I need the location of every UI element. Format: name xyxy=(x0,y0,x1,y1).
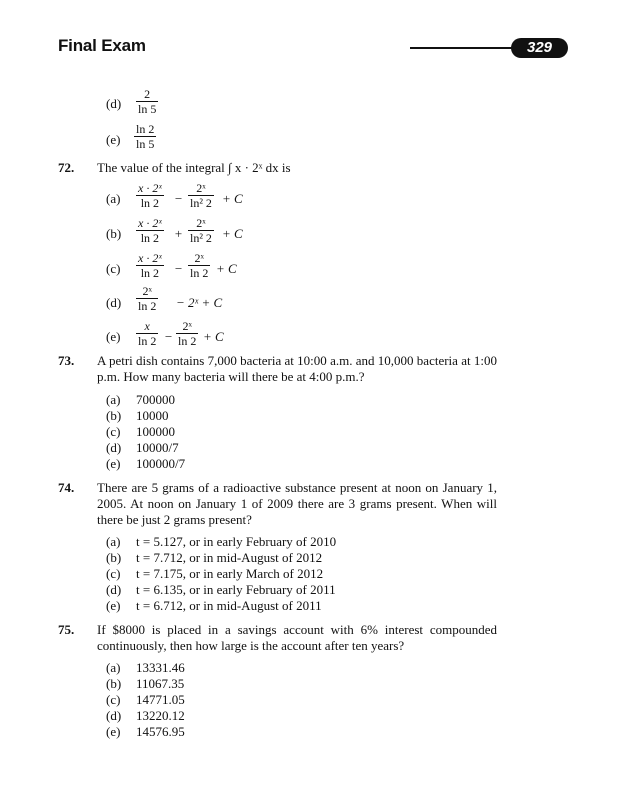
fraction-denominator: ln 2 xyxy=(136,265,164,280)
option-text: 100000/7 xyxy=(136,456,186,471)
fraction-numerator: x · 2ˣ xyxy=(138,216,162,230)
fraction xyxy=(136,181,164,210)
question-number: 75. xyxy=(58,622,75,637)
option-label: (a) xyxy=(106,191,121,206)
option-label: (b) xyxy=(106,226,122,241)
question-stem: A petri dish contains 7,000 bacteria at 10:00 a.m. and 10,000 bacteria at 1:00 p.m. How many bacteria will there be at 4:00 p.m.? xyxy=(97,353,497,384)
fraction xyxy=(136,216,164,245)
fraction-denominator: ln 2 xyxy=(190,266,209,280)
option-label: (d) xyxy=(106,96,122,111)
expression-tail: + C xyxy=(222,191,243,206)
fraction-numerator: 2ˣ xyxy=(194,251,204,265)
operator: − xyxy=(174,261,183,276)
fraction-denominator: ln² 2 xyxy=(190,196,212,210)
fraction xyxy=(136,284,158,313)
fraction xyxy=(188,181,214,210)
fraction-numerator: ln 2 xyxy=(136,122,155,136)
option-label: (d) xyxy=(106,708,122,723)
operator: − xyxy=(164,329,173,344)
option-label: (e) xyxy=(106,329,121,344)
option-text: t = 6.135, or in early February of 2011 xyxy=(136,582,336,597)
fraction-numerator: x xyxy=(144,319,150,333)
fraction-numerator: 2ˣ xyxy=(142,284,152,298)
option-text: t = 7.712, or in mid-August of 2012 xyxy=(136,550,323,565)
option-text: 10000/7 xyxy=(136,440,179,455)
option-label: (b) xyxy=(106,676,122,691)
question-stem: The value of the integral ∫ x · 2ˣ dx is xyxy=(97,160,291,175)
fraction-numerator: x · 2ˣ xyxy=(138,251,162,265)
option-text: 13331.46 xyxy=(136,660,185,675)
page-title: Final Exam xyxy=(58,36,146,55)
fraction xyxy=(188,251,210,280)
option-text: 13220.12 xyxy=(136,708,185,723)
option-text: 14771.05 xyxy=(136,692,185,707)
list-item xyxy=(106,408,169,424)
fraction-denominator: ln 2 xyxy=(138,299,157,313)
option-label: (a) xyxy=(106,534,121,549)
fraction-numerator: 2 xyxy=(144,87,151,101)
list-item xyxy=(106,598,322,614)
option-label: (c) xyxy=(106,692,121,707)
page-number-badge: 329 xyxy=(511,38,568,58)
fraction-denominator: ln 5 xyxy=(138,102,157,116)
option-label: (e) xyxy=(106,132,121,147)
option-text: 11067.35 xyxy=(136,676,185,691)
option-text: t = 6.712, or in mid-August of 2011 xyxy=(136,598,322,613)
option-text: 14576.95 xyxy=(136,724,185,739)
list-item xyxy=(106,566,323,582)
fraction xyxy=(136,319,158,348)
list-item xyxy=(106,676,184,692)
option-label: (e) xyxy=(106,456,121,471)
option-label: (d) xyxy=(106,295,122,310)
fraction-denominator: ln 2 xyxy=(136,230,164,245)
option-text: 700000 xyxy=(136,392,175,407)
list-item xyxy=(106,724,185,740)
fraction-denominator: ln² 2 xyxy=(190,231,212,245)
option-label: (d) xyxy=(106,440,122,455)
fraction-numerator: 2ˣ xyxy=(196,216,206,230)
question-stem: If $8000 is placed in a savings account with 6% interest compounded continuously, then how large is the account after ten years? xyxy=(97,622,497,653)
list-item xyxy=(106,534,336,550)
list-item xyxy=(106,660,185,676)
fraction xyxy=(136,87,158,116)
option-label: (c) xyxy=(106,424,121,439)
option-label: (d) xyxy=(106,582,122,597)
fraction xyxy=(188,216,214,245)
question-number: 72. xyxy=(58,160,75,175)
question-number: 74. xyxy=(58,480,75,495)
list-item xyxy=(106,582,336,598)
option-text: t = 7.175, or in early March of 2012 xyxy=(136,566,324,581)
option-label: (e) xyxy=(106,598,121,613)
list-item xyxy=(106,692,185,708)
list-item xyxy=(106,424,175,440)
expression-tail: − 2ˣ + C xyxy=(176,295,223,310)
option-label: (a) xyxy=(106,660,121,675)
list-item xyxy=(106,550,322,566)
option-text: 100000 xyxy=(136,424,175,439)
list-item xyxy=(106,708,185,724)
option-label: (b) xyxy=(106,408,122,423)
fraction-denominator: ln 2 xyxy=(136,195,164,210)
option-label: (e) xyxy=(106,724,121,739)
question-number: 73. xyxy=(58,353,75,368)
option-label: (a) xyxy=(106,392,121,407)
operator: − xyxy=(174,191,183,206)
list-item xyxy=(106,440,179,456)
question-stem: There are 5 grams of a radioactive substance present at noon on January 1, 2005. At noon on January 1 of 2009 there are 3 grams present. When will there be just 2 grams present? xyxy=(97,480,497,527)
list-item xyxy=(106,456,185,472)
fraction-numerator: 2ˣ xyxy=(196,181,206,195)
operator: + xyxy=(174,226,183,241)
option-text: t = 5.127, or in early February of 2010 xyxy=(136,534,337,549)
option-label: (c) xyxy=(106,566,121,581)
list-item xyxy=(106,392,175,408)
option-label: (c) xyxy=(106,261,121,276)
fraction-denominator: ln 2 xyxy=(138,334,157,348)
fraction xyxy=(134,122,156,151)
header-rule xyxy=(410,47,520,49)
fraction-numerator: 2ˣ xyxy=(182,319,192,333)
fraction-denominator: ln 2 xyxy=(178,334,197,348)
fraction-denominator: ln 5 xyxy=(136,137,155,151)
option-label: (b) xyxy=(106,550,122,565)
option-text: 10000 xyxy=(136,408,169,423)
expression-tail: + C xyxy=(222,226,243,241)
fraction-numerator: x · 2ˣ xyxy=(138,181,162,195)
expression-tail: + C xyxy=(203,329,224,344)
fraction xyxy=(136,251,164,280)
expression-tail: + C xyxy=(216,261,237,276)
fraction xyxy=(176,319,198,348)
